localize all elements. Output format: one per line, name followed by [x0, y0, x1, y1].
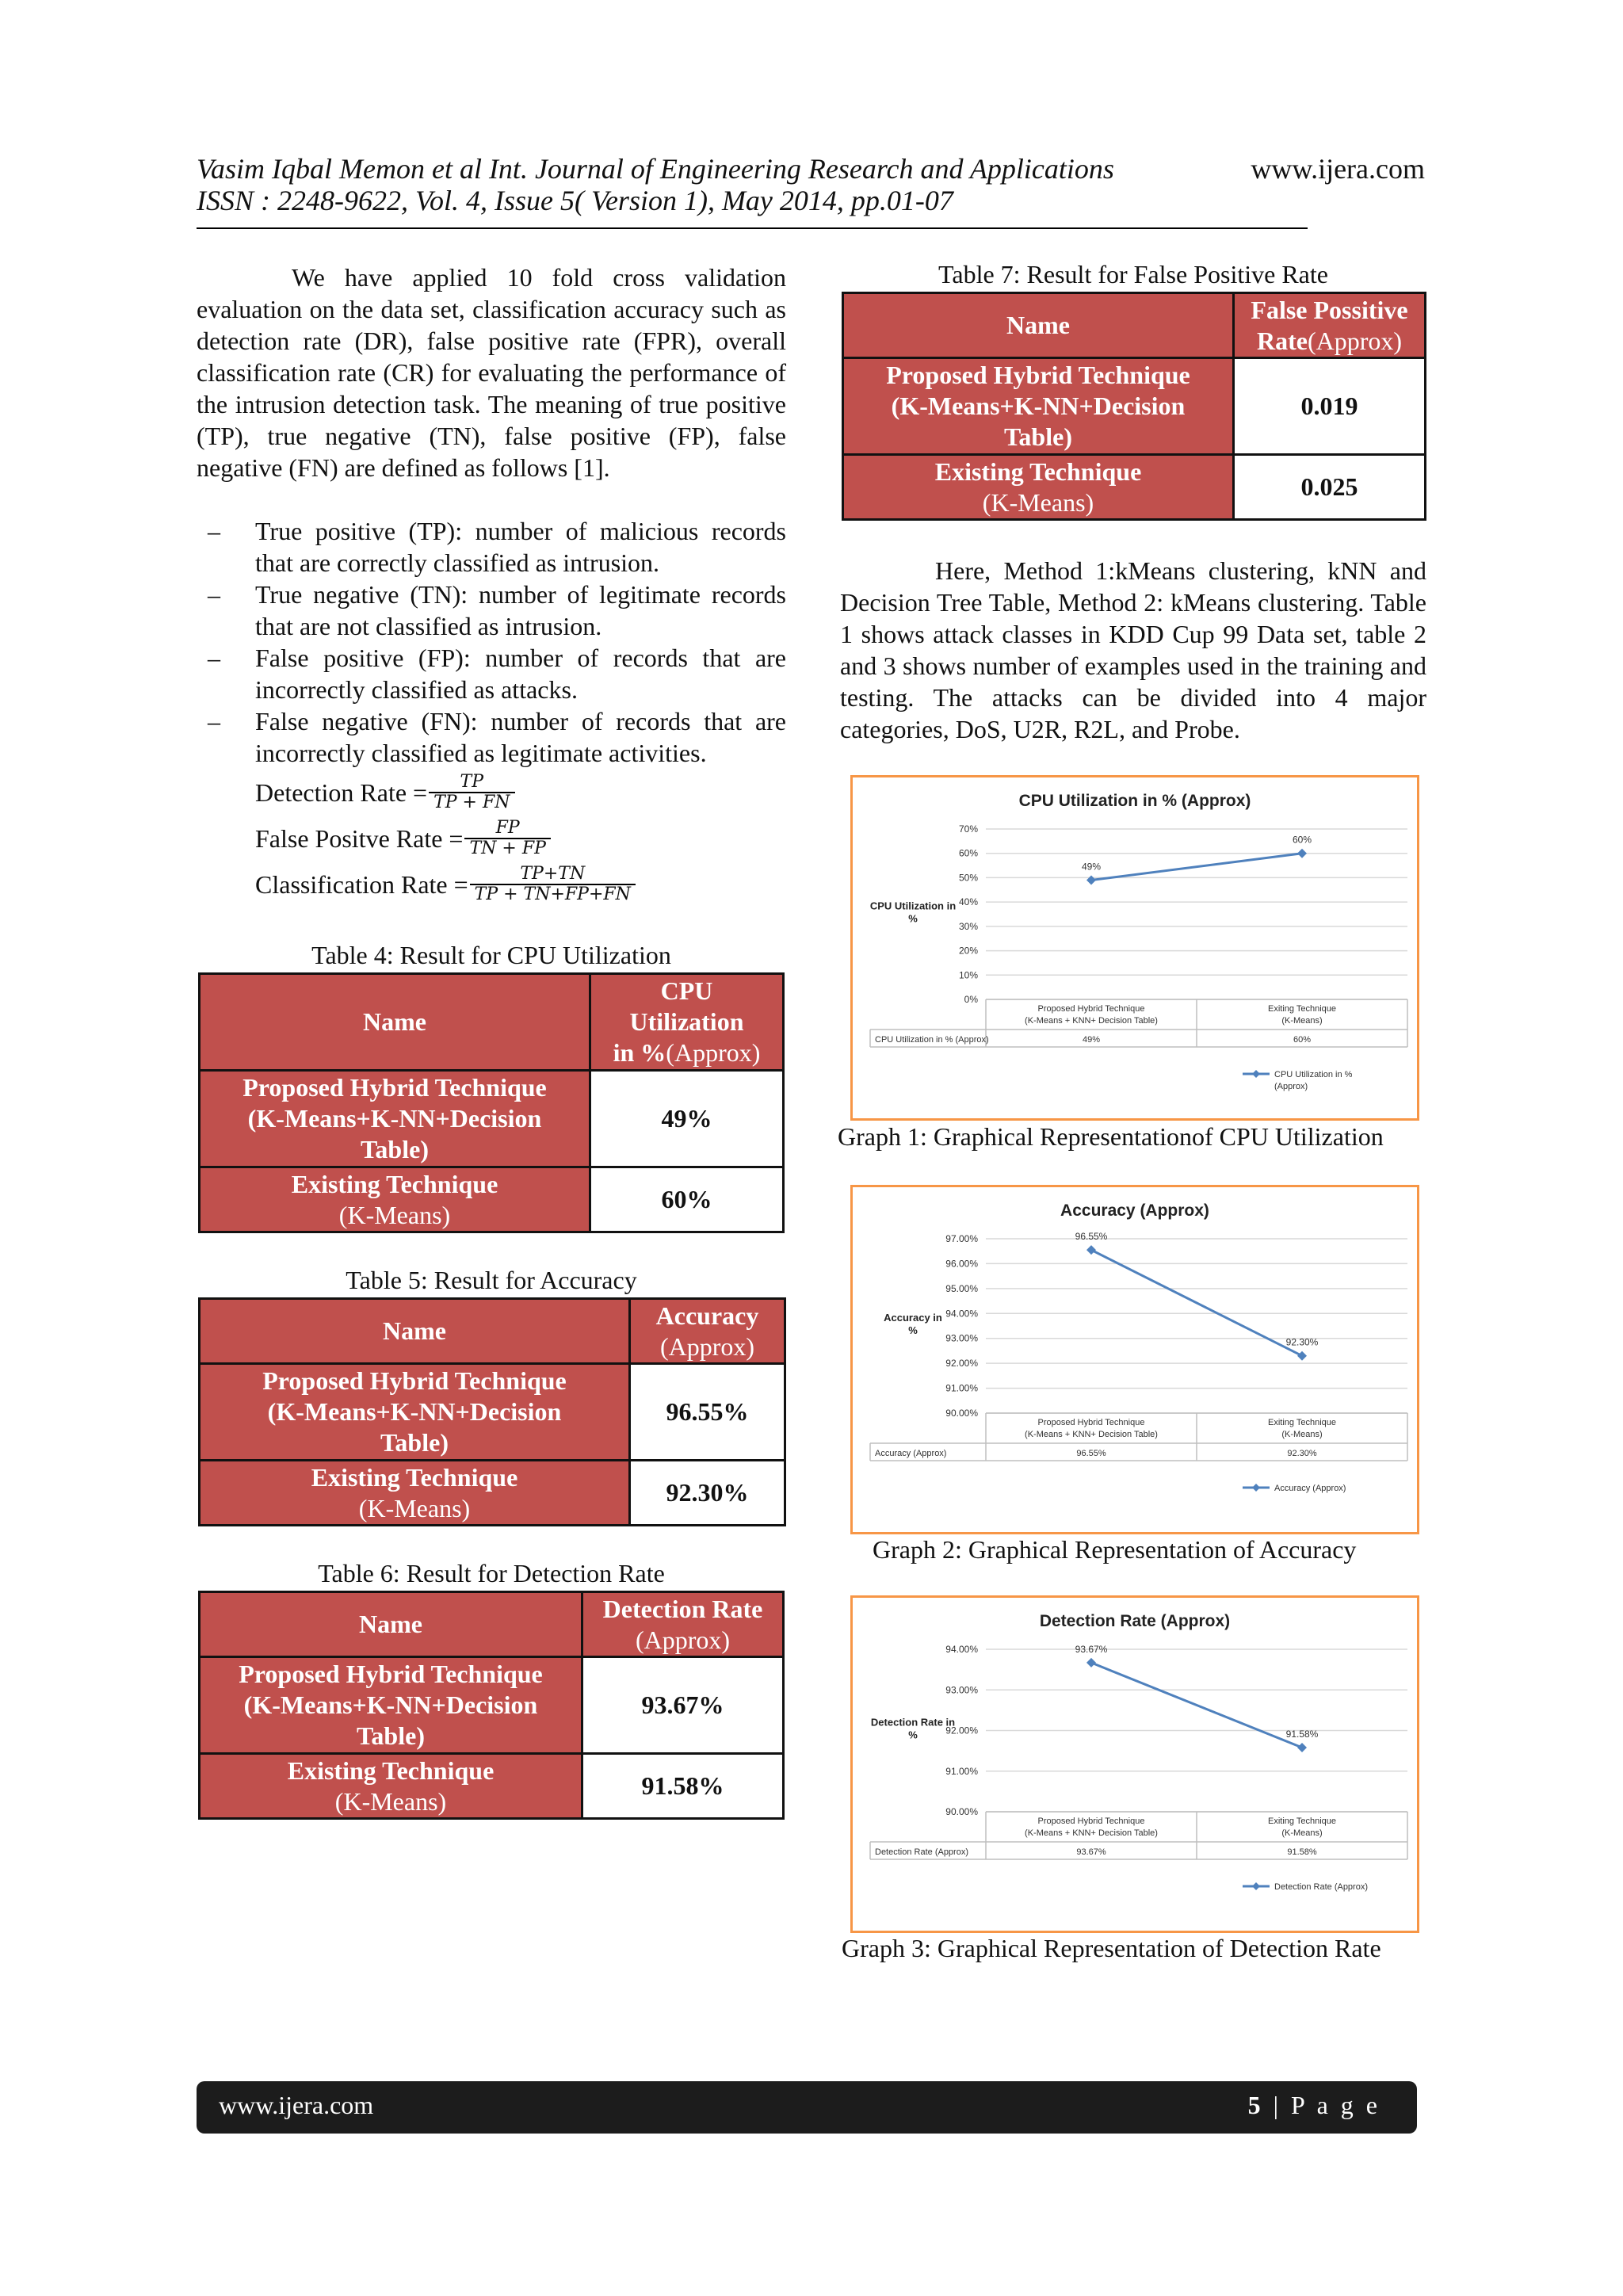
y-tick-label: 93.00% [945, 1684, 978, 1696]
series-line [1091, 854, 1302, 881]
y-tick-label: 0% [964, 994, 978, 1005]
data-label: 96.55% [1075, 1231, 1108, 1243]
y-axis-label: % [908, 1729, 918, 1741]
y-tick-label: 60% [958, 847, 978, 859]
x-category-label: (K-Means + KNN+ Decision Table) [1025, 1430, 1158, 1439]
x-category-label: Exiting Technique [1267, 1817, 1337, 1826]
data-label: 60% [1292, 834, 1312, 846]
data-point [1086, 1245, 1096, 1255]
legend-label: CPU Utilization in % [1274, 1070, 1353, 1079]
table-value: 92.30% [1287, 1449, 1317, 1458]
graph2-accuracy [850, 1185, 1419, 1534]
data-point [1086, 876, 1096, 885]
table4-name-header: Name [200, 974, 590, 1071]
x-category-label: Proposed Hybrid Technique [1037, 1418, 1145, 1427]
y-axis-label: Detection Rate in [870, 1716, 956, 1729]
y-tick-label: 70% [958, 823, 978, 835]
table-value: 60% [1293, 1035, 1312, 1045]
table4-metric-header: CPU Utilization in %(Approx) [590, 974, 784, 1071]
table6-name-header: Name [200, 1592, 582, 1657]
y-tick-label: 50% [958, 872, 978, 884]
x-category-label: Proposed Hybrid Technique [1037, 1004, 1145, 1014]
table6-value-proposed: 93.67% [582, 1657, 784, 1754]
intro-text: We have applied 10 fold cross validation evaluation on the data set, classification accuracy such as detection rate (DR), false positive rate (FPR), overall classification rate (CR) for evaluating the performance of the intrusion detection task. The meaning of true positive (TP), true negative (TN), false positive (FP), false negative (FN) are defined as follows [1]. [197, 263, 786, 482]
table-value: 96.55% [1076, 1449, 1106, 1458]
y-tick-label: 40% [958, 896, 978, 908]
method-paragraph [840, 555, 1426, 745]
table5-row-existing: Existing Technique (K-Means) [200, 1461, 630, 1526]
formula-detection-rate: Detection Rate = $\frac{TP}{TP + FN}$ [255, 773, 515, 812]
data-label: 49% [1081, 861, 1102, 873]
x-category-label: Proposed Hybrid Technique [1037, 1817, 1145, 1826]
y-axis-label: % [908, 1324, 918, 1336]
table4-value-existing: 60% [590, 1167, 784, 1232]
graph3-caption: Graph 3: Graphical Representation of Detection Rate [842, 1934, 1381, 1962]
table6-row-existing: Existing Technique (K-Means) [200, 1754, 582, 1819]
x-category-label: Exiting Technique [1267, 1004, 1337, 1014]
legend-marker [1252, 1070, 1260, 1078]
y-tick-label: 92.00% [945, 1725, 978, 1736]
footer-page: 5 | P a g e [1247, 2091, 1381, 2119]
legend-marker [1252, 1882, 1260, 1890]
y-tick-label: 91.00% [945, 1765, 978, 1777]
definition-item: – True negative (TN): number of legitimate records that are not classified as intrusion. [208, 580, 786, 640]
chart-title: CPU Utilization in % (Approx) [1018, 792, 1251, 810]
table-series-label: Accuracy (Approx) [875, 1449, 947, 1458]
table5-metric-header: Accuracy (Approx) [630, 1299, 785, 1364]
chart-title: Accuracy (Approx) [1060, 1201, 1209, 1220]
table5-row-proposed: Proposed Hybrid Technique (K-Means+K-NN+Decision Table) [200, 1364, 630, 1461]
legend-label: (Approx) [1274, 1082, 1308, 1091]
graph1-cpu-utilization [850, 775, 1419, 1121]
table-value: 93.67% [1076, 1847, 1106, 1857]
header-site: www.ijera.com [1251, 153, 1425, 185]
legend-label: Detection Rate (Approx) [1274, 1882, 1368, 1892]
y-tick-label: 10% [958, 969, 978, 981]
data-point [1297, 1351, 1307, 1361]
header-issn: ISSN : 2248-9622, Vol. 4, Issue 5( Version 1), May 2014, pp.01-07 [197, 185, 953, 216]
series-line [1091, 1663, 1302, 1748]
table6-value-existing: 91.58% [582, 1754, 784, 1819]
table7-row-proposed: Proposed Hybrid Technique (K-Means+K-NN+Decision Table) [843, 358, 1234, 455]
table7-caption: Table 7: Result for False Positive Rate [938, 260, 1328, 288]
x-category-label: (K-Means) [1281, 1430, 1323, 1439]
page-footer [197, 2081, 1417, 2134]
footer-site: www.ijera.com [219, 2091, 374, 2119]
legend-label: Accuracy (Approx) [1274, 1484, 1346, 1493]
table6-metric-header: Detection Rate (Approx) [582, 1592, 784, 1657]
y-tick-label: 92.00% [945, 1358, 978, 1370]
data-point [1297, 849, 1307, 858]
y-tick-label: 90.00% [945, 1806, 978, 1817]
table-value: 49% [1082, 1035, 1101, 1045]
table4-caption: Table 4: Result for CPU Utilization [311, 941, 671, 969]
y-axis-label: % [908, 912, 918, 925]
graph3-detection-rate [850, 1595, 1419, 1933]
table5-value-proposed: 96.55% [630, 1364, 785, 1461]
x-category-label: (K-Means + KNN+ Decision Table) [1025, 1016, 1158, 1026]
y-axis-label: Accuracy in [884, 1312, 942, 1324]
table4-value-proposed: 49% [590, 1071, 784, 1167]
data-point [1086, 1658, 1096, 1668]
formula-false-positive-rate: False Positve Rate = $\frac{FP}{TN + FP}$ [255, 819, 551, 858]
x-category-label: (K-Means) [1281, 1828, 1323, 1838]
table5-value-existing: 92.30% [630, 1461, 785, 1526]
intro-paragraph [197, 262, 786, 483]
y-axis-label: CPU Utilization in [869, 900, 957, 912]
table6 [198, 1591, 785, 1820]
y-tick-label: 96.00% [945, 1258, 978, 1270]
table7 [842, 292, 1426, 521]
definition-list [208, 515, 786, 769]
y-tick-label: 94.00% [945, 1308, 978, 1320]
table7-value-existing: 0.025 [1234, 455, 1426, 520]
y-tick-label: 20% [958, 945, 978, 957]
x-category-label: Exiting Technique [1267, 1418, 1337, 1427]
table-value: 91.58% [1287, 1847, 1317, 1857]
graph2-caption: Graph 2: Graphical Representation of Accuracy [873, 1535, 1357, 1564]
graph1-caption: Graph 1: Graphical Representationof CPU Utilization [838, 1122, 1384, 1151]
y-tick-label: 30% [958, 920, 978, 932]
data-label: 91.58% [1285, 1729, 1319, 1740]
table4-row-existing: Existing Technique (K-Means) [200, 1167, 590, 1232]
formula-classification-rate: Classification Rate = $\frac{TP+TN}{TP + TN+FP+FN}$ [255, 865, 636, 904]
legend-marker [1252, 1484, 1260, 1492]
definition-item: – True positive (TP): number of malicious records that are correctly classified as intrusion. [208, 517, 786, 577]
table6-caption: Table 6: Result for Detection Rate [318, 1559, 665, 1587]
table7-name-header: Name [843, 293, 1234, 358]
method-text: Here, Method 1:kMeans clustering, kNN and Decision Tree Table, Method 2: kMeans clustering. Table 1 shows attack classes in KDD Cup 99 Data set, table 2 and 3 shows number of examples used in the training and testing. The attacks can be divided into 4 major categories, DoS, U2R, R2L, and Probe. [840, 556, 1426, 743]
graph2-svg [853, 1187, 1417, 1532]
y-tick-label: 90.00% [945, 1408, 978, 1419]
y-tick-label: 97.00% [945, 1233, 978, 1244]
table7-row-existing: Existing Technique (K-Means) [843, 455, 1234, 520]
series-line [1091, 1250, 1302, 1356]
table4 [198, 972, 785, 1233]
data-label: 92.30% [1285, 1336, 1319, 1348]
y-tick-label: 94.00% [945, 1644, 978, 1655]
definition-item: – False positive (FP): number of records that are incorrectly classified as attacks. [208, 644, 786, 704]
table7-metric-header: False Possitive Rate(Approx) [1234, 293, 1426, 358]
data-label: 93.67% [1075, 1643, 1108, 1655]
definition-item: – False negative (FN): number of records that are incorrectly classified as legitimate activities. [208, 707, 786, 767]
data-point [1297, 1743, 1307, 1752]
header-journal: Vasim Iqbal Memon et al Int. Journal of Engineering Research and Applications [197, 153, 1114, 185]
y-tick-label: 95.00% [945, 1282, 978, 1294]
table5 [198, 1297, 786, 1526]
table5-caption: Table 5: Result for Accuracy [346, 1266, 637, 1294]
table-series-label: Detection Rate (Approx) [875, 1847, 968, 1857]
y-tick-label: 93.00% [945, 1332, 978, 1344]
x-category-label: (K-Means) [1281, 1016, 1323, 1026]
graph3-svg [853, 1598, 1417, 1931]
table4-row-proposed: Proposed Hybrid Technique (K-Means+K-NN+Decision Table) [200, 1071, 590, 1167]
x-category-label: (K-Means + KNN+ Decision Table) [1025, 1828, 1158, 1838]
chart-title: Detection Rate (Approx) [1039, 1612, 1231, 1630]
y-tick-label: 91.00% [945, 1382, 978, 1394]
header-rule [197, 227, 1308, 229]
table5-name-header: Name [200, 1299, 630, 1364]
graph1-svg [853, 777, 1417, 1118]
table7-value-proposed: 0.019 [1234, 358, 1426, 455]
table-series-label: CPU Utilization in % (Approx) [875, 1035, 989, 1045]
table6-row-proposed: Proposed Hybrid Technique (K-Means+K-NN+Decision Table) [200, 1657, 582, 1754]
running-header [197, 153, 1114, 216]
